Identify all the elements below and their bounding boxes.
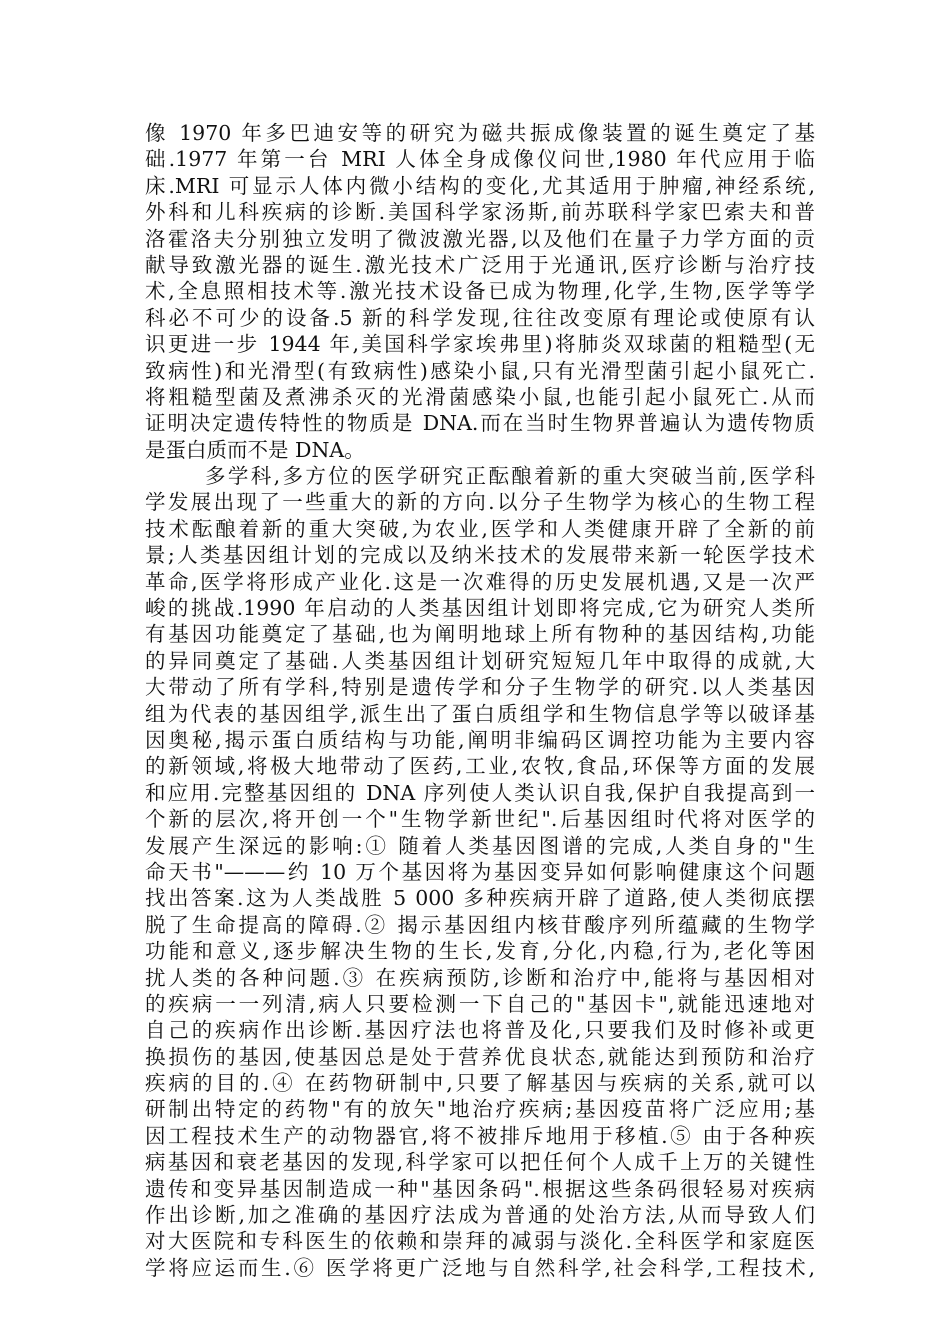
paragraph-1 <box>145 120 815 463</box>
text-line: 和应用.完整基因组的 DNA 序列使人类认识自我,保护自我提高到一 <box>145 780 815 805</box>
text-line: 个新的层次,将开创一个"生物学新世纪".后基因组时代将对医学的 <box>145 807 815 832</box>
text-line: 础.1977 年第一台 MRI 人体全身成像仪问世,1980 年代应用于临 <box>145 147 815 172</box>
text-line: 研制出特定的药物"有的放矢"地治疗疾病;基因疫苗将广泛应用;基 <box>145 1097 815 1122</box>
text-line: 找出答案.这为人类战胜 5 000 多种疾病开辟了道路,使人类彻底摆 <box>145 886 815 911</box>
text-line: 发展产生深远的影响:① 随着人类基因图谱的完成,人类自身的"生 <box>145 833 815 858</box>
text-line: 术,全息照相技术等.激光技术设备已成为物理,化学,生物,医学等学 <box>145 279 815 304</box>
text-line: 科必不可少的设备.5 新的科学发现,往往改变原有理论或使原有认 <box>145 305 815 330</box>
text-line: 床.MRI 可显示人体内微小结构的变化,尤其适用于肿瘤,神经系统, <box>145 173 815 198</box>
text-line: 疾病的目的.④ 在药物研制中,只要了解基因与疾病的关系,就可以 <box>145 1071 815 1096</box>
text-line: 献导致激光器的诞生.激光技术广泛用于光通讯,医疗诊断与治疗技 <box>145 252 815 277</box>
text-line: 遗传和变异基因制造成一种"基因条码".根据这些条码很轻易对疾病 <box>145 1176 815 1201</box>
text-line: 换损伤的基因,使基因总是处于营养优良状态,就能达到预防和治疗 <box>145 1044 815 1069</box>
text-line: 的新领域,将极大地带动了医药,工业,农牧,食品,环保等方面的发展 <box>145 754 815 779</box>
text-line: 识更进一步 1944 年,美国科学家埃弗里)将肺炎双球菌的粗糙型(无 <box>145 332 815 357</box>
text-line: 有基因功能奠定了基础,也为阐明地球上所有物种的基因结构,功能 <box>145 622 815 647</box>
text-line: 像 1970 年多巴迪安等的研究为磁共振成像装置的诞生奠定了基 <box>145 121 815 145</box>
text-line: 大带动了所有学科,特别是遗传学和分子生物学的研究.以人类基因 <box>145 675 815 700</box>
text-line: 命天书"———约 10 万个基因将为基因变异如何影响健康这个问题 <box>145 859 815 884</box>
text-line: 学发展出现了一些重大的新的方向.以分子生物学为核心的生物工程 <box>145 490 815 515</box>
text-line: 扰人类的各种问题.③ 在疾病预防,诊断和治疗中,能将与基因相对 <box>145 965 815 990</box>
text-line: 革命,医学将形成产业化.这是一次难得的历史发展机遇,又是一次严 <box>145 569 815 594</box>
paragraph-2 <box>145 463 815 1281</box>
text-line: 景;人类基因组计划的完成以及纳米技术的发展带来新一轮医学技术 <box>145 543 815 568</box>
text-line: 技术酝酿着新的重大突破,为农业,医学和人类健康开辟了全新的前 <box>145 516 815 541</box>
text-line: 组为代表的基因组学,派生出了蛋白质组学和生物信息学等以破译基 <box>145 701 815 726</box>
text-line: 的疾病一一列清,病人只要检测一下自己的"基因卡",就能迅速地对 <box>145 991 815 1016</box>
text-line: 病基因和衰老基因的发现,科学家可以把任何个人成千上万的关键性 <box>145 1150 815 1175</box>
document-page <box>145 120 815 1281</box>
text-line: 自己的疾病作出诊断.基因疗法也将普及化,只要我们及时修补或更 <box>145 1018 815 1043</box>
text-line: 作出诊断,加之准确的基因疗法成为普通的处治方法,从而导致人们 <box>145 1203 815 1228</box>
text-line: 功能和意义,逐步解决生物的生长,发育,分化,内稳,行为,老化等困 <box>145 939 815 964</box>
text-line: 学将应运而生.⑥ 医学将更广泛地与自然科学,社会科学,工程技术, <box>145 1255 815 1280</box>
text-line: 因工程技术生产的动物器官,将不被排斥地用于移植.⑤ 由于各种疾 <box>145 1123 815 1148</box>
text-line: 峻的挑战.1990 年启动的人类基因组计划即将完成,它为研究人类所 <box>145 596 815 621</box>
text-line: 对大医院和专科医生的依赖和崇拜的减弱与淡化.全科医学和家庭医 <box>145 1229 815 1254</box>
text-line: 外科和儿科疾病的诊断.美国科学家汤斯,前苏联科学家巴索夫和普 <box>145 200 815 225</box>
text-line: 证明决定遗传特性的物质是 DNA.而在当时生物界普遍认为遗传物质 <box>145 411 815 436</box>
text-line: 因奥秘,揭示蛋白质结构与功能,阐明非编码区调控功能为主要内容 <box>145 727 815 752</box>
text-line: 将粗糙型菌及煮沸杀灭的光滑菌感染小鼠,也能引起小鼠死亡.从而 <box>145 384 815 409</box>
text-line: 的异同奠定了基础.人类基因组计划研究短短几年中取得的成就,大 <box>145 648 815 673</box>
text-line: 洛霍洛夫分别独立发明了微波激光器,以及他们在量子力学方面的贡 <box>145 226 815 251</box>
text-line: 是蛋白质而不是 DNA。 <box>145 437 365 462</box>
text-line: 多学科,多方位的医学研究正酝酿着新的重大突破当前,医学科 <box>205 464 815 489</box>
text-line: 脱了生命提高的障碍.② 揭示基因组内核苷酸序列所蕴藏的生物学 <box>145 912 815 937</box>
text-line: 致病性)和光滑型(有致病性)感染小鼠,只有光滑型菌引起小鼠死亡. <box>145 358 815 383</box>
